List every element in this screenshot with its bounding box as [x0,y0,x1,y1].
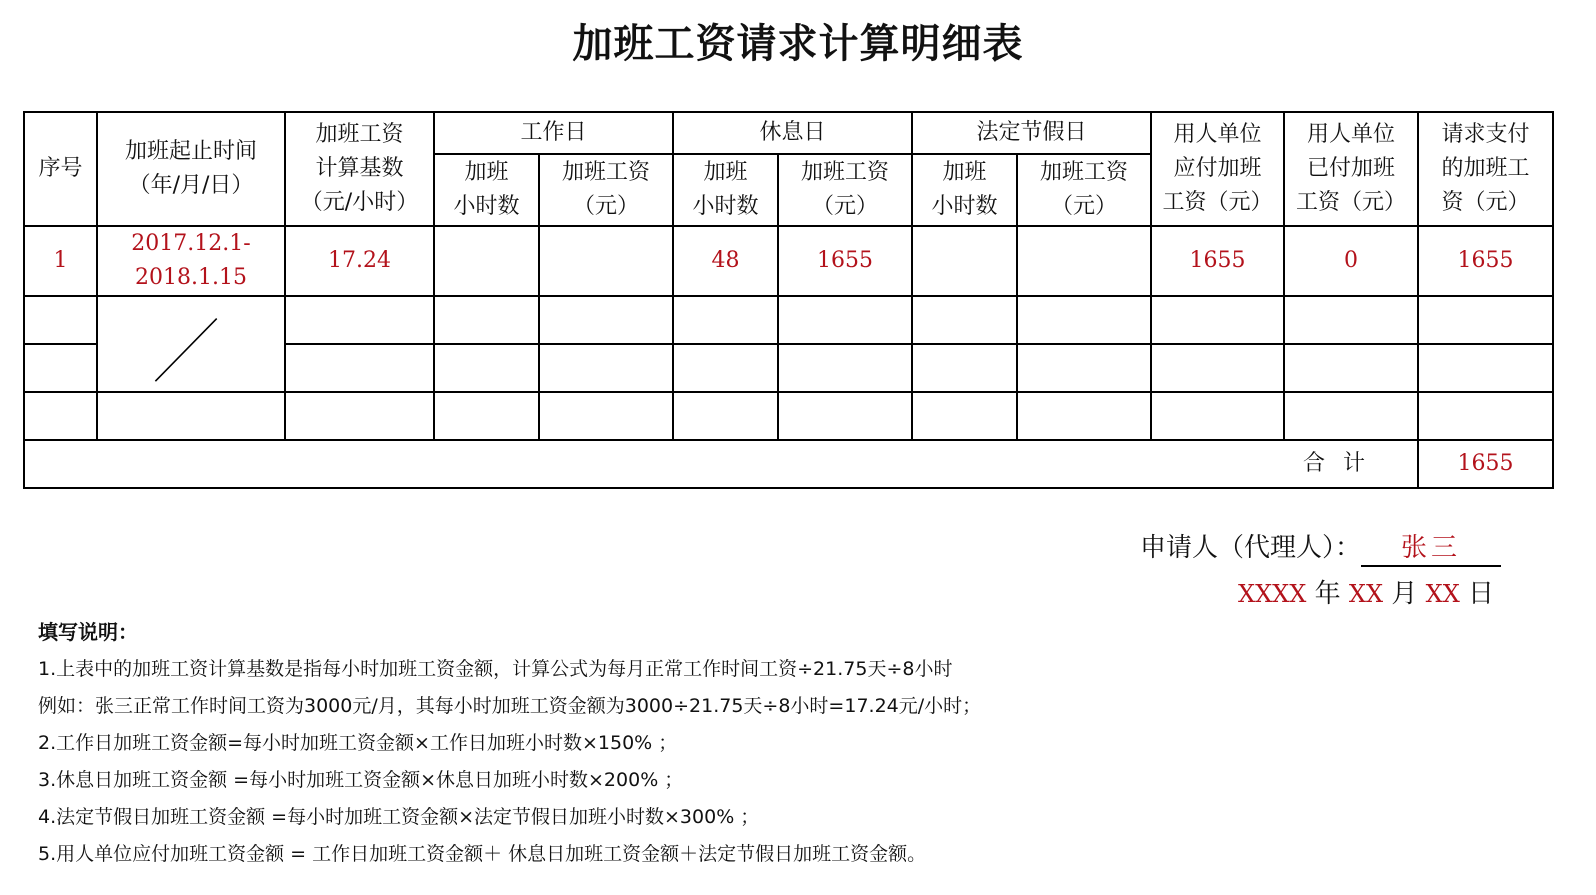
header-workday-wage-line1: 加班工资 [562,160,651,185]
header-workday-wage [539,154,673,226]
header-claim [1418,112,1553,226]
signature-date [1238,574,1494,614]
cell-period [97,226,285,296]
empty-cell [1284,344,1418,392]
header-period-line2: （年/月/日） [128,173,254,198]
empty-cell [24,296,97,344]
empty-cell [539,344,673,392]
header-paid-line1: 用人单位 [1307,122,1396,147]
empty-cell [1418,392,1553,440]
cell-holiday-hours [912,226,1017,296]
applicant-name: 张三 [1361,531,1501,567]
header-restday-hours-line2: 小时数 [692,194,759,219]
header-base [285,112,434,226]
instruction-line: 1.上表中的加班工资计算基数是指每小时加班工资金额，计算公式为每月正常工作时间工资÷21.75天÷8小时 [38,658,953,680]
header-restday: 休息日 [673,112,912,154]
total-label: 合计 [24,440,1418,488]
empty-cell [1151,392,1284,440]
header-claim-line3: 资（元） [1441,190,1530,215]
empty-cell [1284,392,1418,440]
header-payable-line3: 工资（元） [1162,190,1273,215]
cell-period-start: 2017.12.1- [131,231,251,256]
instructions [38,614,1138,873]
cell-workday-hours [434,226,539,296]
total-row [24,440,1553,488]
empty-cell [285,344,434,392]
applicant-line [1140,528,1501,568]
empty-cell [1017,392,1151,440]
header-workday: 工作日 [434,112,673,154]
header-holiday-wage [1017,154,1151,226]
empty-cell [539,392,673,440]
date-day-unit: 日 [1468,579,1495,609]
empty-cell [97,392,285,440]
header-claim-line1: 请求支付 [1441,122,1530,147]
empty-cell [434,392,539,440]
header-period-line1: 加班起止时间 [124,139,257,164]
empty-cell [912,296,1017,344]
empty-cell [285,392,434,440]
empty-cell [673,296,778,344]
empty-cell [1017,296,1151,344]
header-holiday-wage-line1: 加班工资 [1040,160,1129,185]
diagonal-strike-line [98,297,284,391]
empty-cell [673,392,778,440]
empty-cell [434,344,539,392]
header-base-line1: 加班工资 [315,122,404,147]
table-row [24,226,1553,296]
cell-payable: 1655 [1151,226,1284,296]
header-payable-line2: 应付加班 [1173,156,1262,181]
strike-through-cell [97,296,285,392]
header-restday-hours [673,154,778,226]
empty-cell [1151,344,1284,392]
empty-cell [24,344,97,392]
cell-period-end: 2018.1.15 [135,265,247,290]
empty-cell [673,344,778,392]
date-year: XXXX [1238,580,1307,608]
date-day: XX [1425,580,1460,608]
header-restday-hours-line1: 加班 [703,160,748,185]
empty-cell [912,392,1017,440]
cell-restday-wage: 1655 [778,226,912,296]
empty-cell [539,296,673,344]
header-payable [1151,112,1284,226]
header-paid-line3: 工资（元） [1296,190,1407,215]
empty-cell [1151,296,1284,344]
table-row-empty [24,296,1553,344]
header-holiday-hours [912,154,1017,226]
header-workday-hours-line1: 加班 [464,160,509,185]
header-restday-wage-line2: （元） [812,194,879,219]
header-row-1 [24,112,1553,154]
empty-cell [1418,296,1553,344]
header-base-line2: 计算基数 [315,156,404,181]
header-base-line3: （元/小时） [300,190,419,215]
header-holiday-hours-line2: 小时数 [931,194,998,219]
empty-cell [24,392,97,440]
header-paid-line2: 已付加班 [1307,156,1396,181]
date-month-unit: 月 [1391,579,1418,609]
header-claim-line2: 的加班工 [1441,156,1530,181]
instructions-heading: 填写说明： [38,620,138,644]
empty-cell [1017,344,1151,392]
header-holiday-hours-line1: 加班 [942,160,987,185]
instruction-line: 4.法定节假日加班工资金额 =每小时加班工资金额×法定节假日加班小时数×300% ； [38,806,760,828]
cell-holiday-wage [1017,226,1151,296]
cell-restday-hours: 48 [673,226,778,296]
empty-cell [778,296,912,344]
cell-workday-wage [539,226,673,296]
empty-cell [1284,296,1418,344]
total-value: 1655 [1418,440,1553,488]
cell-seq: 1 [24,226,97,296]
cell-base: 17.24 [285,226,434,296]
empty-cell [285,296,434,344]
header-workday-hours [434,154,539,226]
page-title: 加班工资请求计算明细表 [572,21,1024,67]
applicant-label: 申请人（代理人）： [1140,533,1362,563]
date-year-unit: 年 [1314,579,1341,609]
empty-cell [778,392,912,440]
header-period [97,112,285,226]
header-restday-wage-line1: 加班工资 [801,160,890,185]
overtime-wage-table [23,111,1554,489]
header-paid [1284,112,1418,226]
instruction-line: 3.休息日加班工资金额 =每小时加班工资金额×休息日加班小时数×200% ； [38,769,684,791]
cell-claim: 1655 [1418,226,1553,296]
date-month: XX [1348,580,1384,608]
table-row-empty [24,392,1553,440]
instruction-line: 2.工作日加班工资金额=每小时加班工资金额×工作日加班小时数×150% ； [38,732,678,754]
cell-paid: 0 [1284,226,1418,296]
header-holiday-wage-line2: （元） [1051,194,1118,219]
empty-cell [778,344,912,392]
empty-cell [1418,344,1553,392]
header-restday-wage [778,154,912,226]
instruction-line: 5.用人单位应付加班工资金额 = 工作日加班工资金额＋ 休息日加班工资金额＋法定节假日加班工资金额。 [38,843,927,865]
empty-cell [912,344,1017,392]
instruction-line: 例如：张三正常工作时间工资为3000元/月，其每小时加班工资金额为3000÷21.75天÷8小时=17.24元/小时； [38,695,982,717]
header-payable-line1: 用人单位 [1173,122,1262,147]
header-workday-wage-line2: （元） [573,194,640,219]
empty-cell [434,296,539,344]
header-holiday: 法定节假日 [912,112,1151,154]
header-workday-hours-line2: 小时数 [453,194,520,219]
header-seq: 序号 [24,112,97,226]
